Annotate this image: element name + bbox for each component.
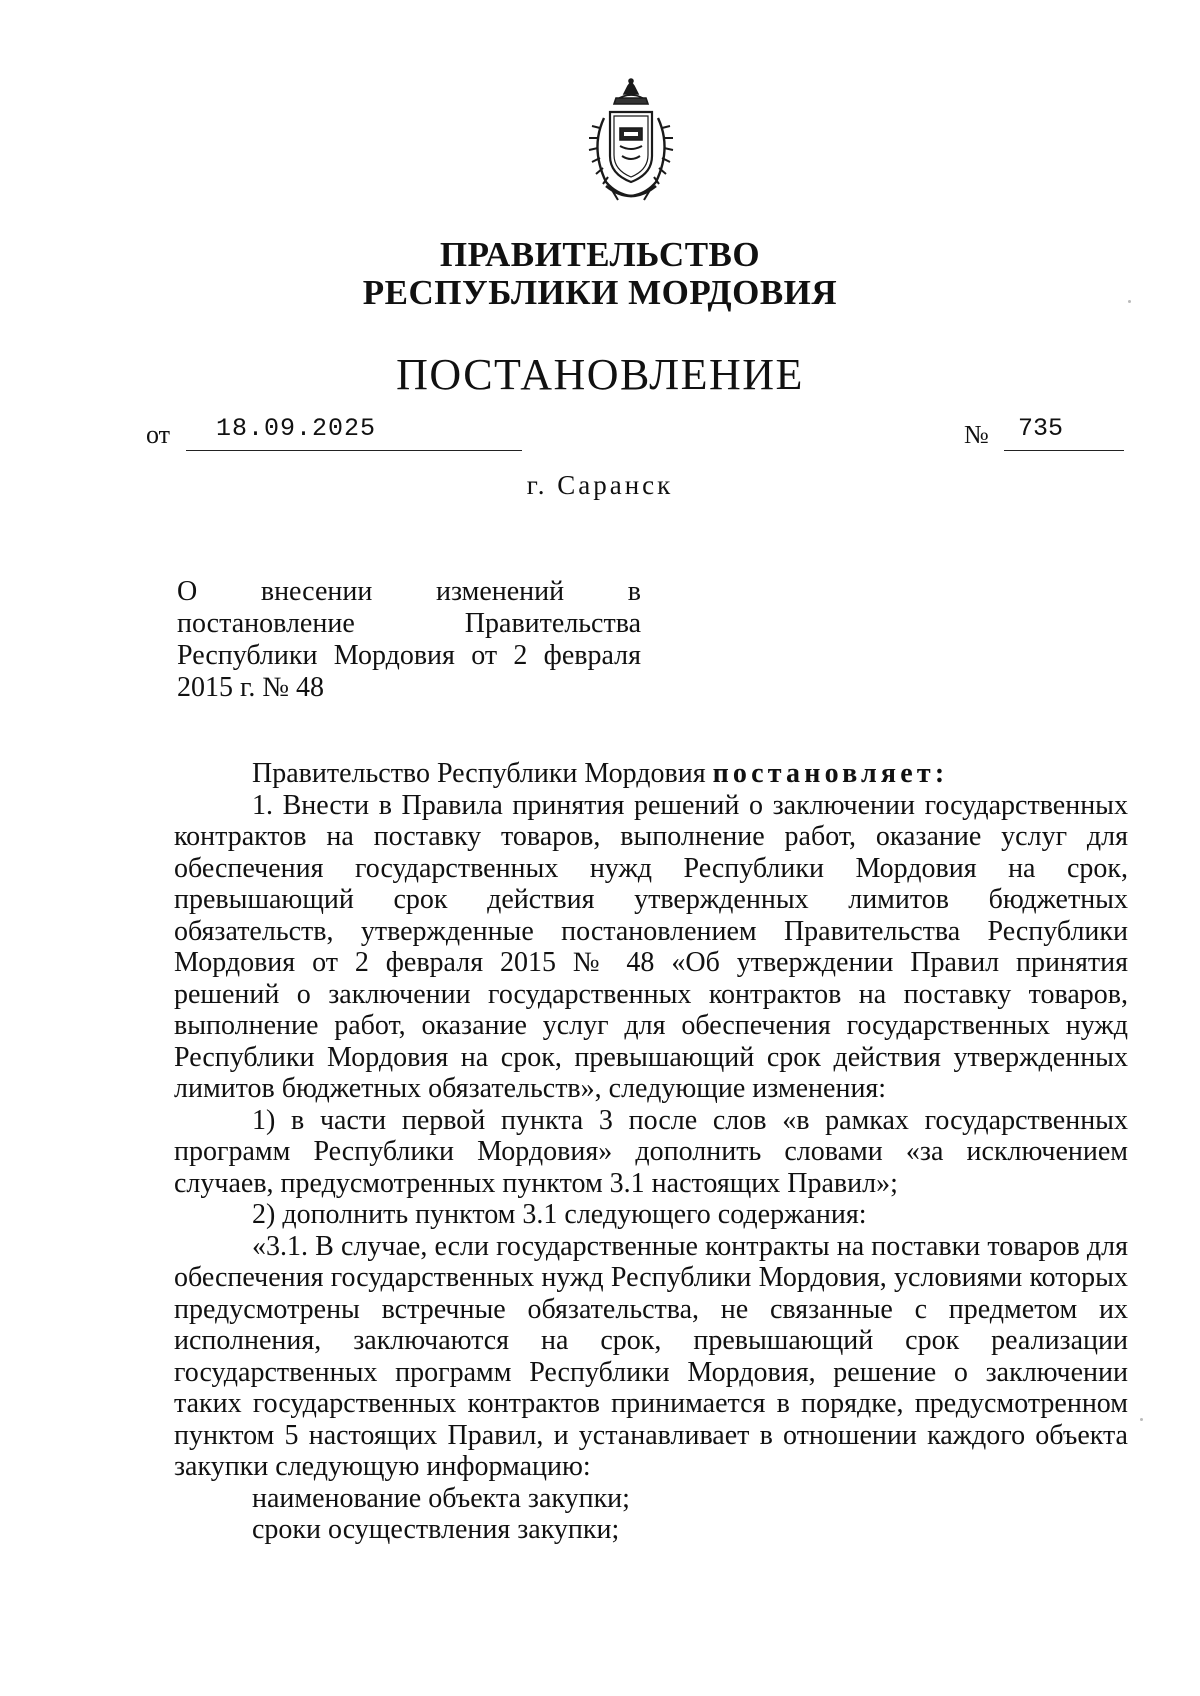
- organization-name-line-2: РЕСПУБЛИКИ МОРДОВИЯ: [362, 273, 838, 312]
- document-number: 735: [1018, 414, 1064, 443]
- paragraph: сроки осуществления закупки;: [252, 1514, 620, 1545]
- date-field: [186, 416, 522, 451]
- date-prefix: от: [146, 420, 171, 449]
- scan-speck: [1140, 1418, 1143, 1421]
- organization-name-line-1: ПРАВИТЕЛЬСТВО: [439, 235, 761, 274]
- scan-speck: [1128, 300, 1131, 303]
- preamble-text: Правительство Республики Мордовия: [252, 758, 713, 789]
- number-field: [1004, 416, 1124, 451]
- city: г. Саранск: [526, 470, 674, 500]
- paragraph: «3.1. В случае, если государственные контракты на поставки товаров для обеспечения государственных нужд Республики Мордовия, условиями которых предусмотрены встречные обязательства, не связанные с предметом их исполнения, заключаются на срок, превышающий срок реализации государственных программ Республики Мордовия, решение о заключении таких государственных контрактов принимается в порядке, предусмотренном пунктом 5 настоящих Правил, и устанавливает в отношении каждого объекта закупки следующую информацию:: [174, 1230, 1128, 1482]
- paragraph: 1. Внести в Правила принятия решений о заключении государственных контрактов на поставку товаров, выполнение работ, оказание услуг для обеспечения государственных нужд Республики Мордовия на срок, превышающий срок действия утвержденных лимитов бюджетных обязательств, утвержденные постановлением Правительства Республики Мордовия от 2 февраля 2015 № 48 «Об утверждении Правил принятия решений о заключении государственных контрактов на поставку товаров, выполнение работ, оказание услуг для обеспечения государственных нужд Республики Мордовия на срок, превышающий срок действия утвержденных лимитов бюджетных обязательств», следующие изменения:: [174, 789, 1128, 1104]
- document-body: [174, 758, 1128, 1546]
- paragraph: 2) дополнить пунктом 3.1 следующего содержания:: [252, 1199, 867, 1230]
- preamble-decree-word: постановляет:: [712, 758, 949, 789]
- preamble: [174, 758, 1128, 790]
- document-date: 18.09.2025: [216, 414, 377, 443]
- number-prefix: №: [964, 420, 989, 449]
- paragraph: 1) в части первой пункта 3 после слов «в рамках государственных программ Республики Мордовия» дополнить словами «за исключением случаев, предусмотренных пунктом 3.1 настоящих Правил»;: [174, 1104, 1128, 1199]
- document-subject: О внесении изменений в постановление Правительства Республики Мордовия от 2 февраля 2015 г. № 48: [177, 576, 641, 703]
- coat-of-arms-icon: [576, 78, 686, 208]
- paragraph: наименование объекта закупки;: [252, 1482, 630, 1514]
- document-type: ПОСТАНОВЛЕНИЕ: [396, 350, 804, 399]
- date-number-row: [146, 416, 1124, 456]
